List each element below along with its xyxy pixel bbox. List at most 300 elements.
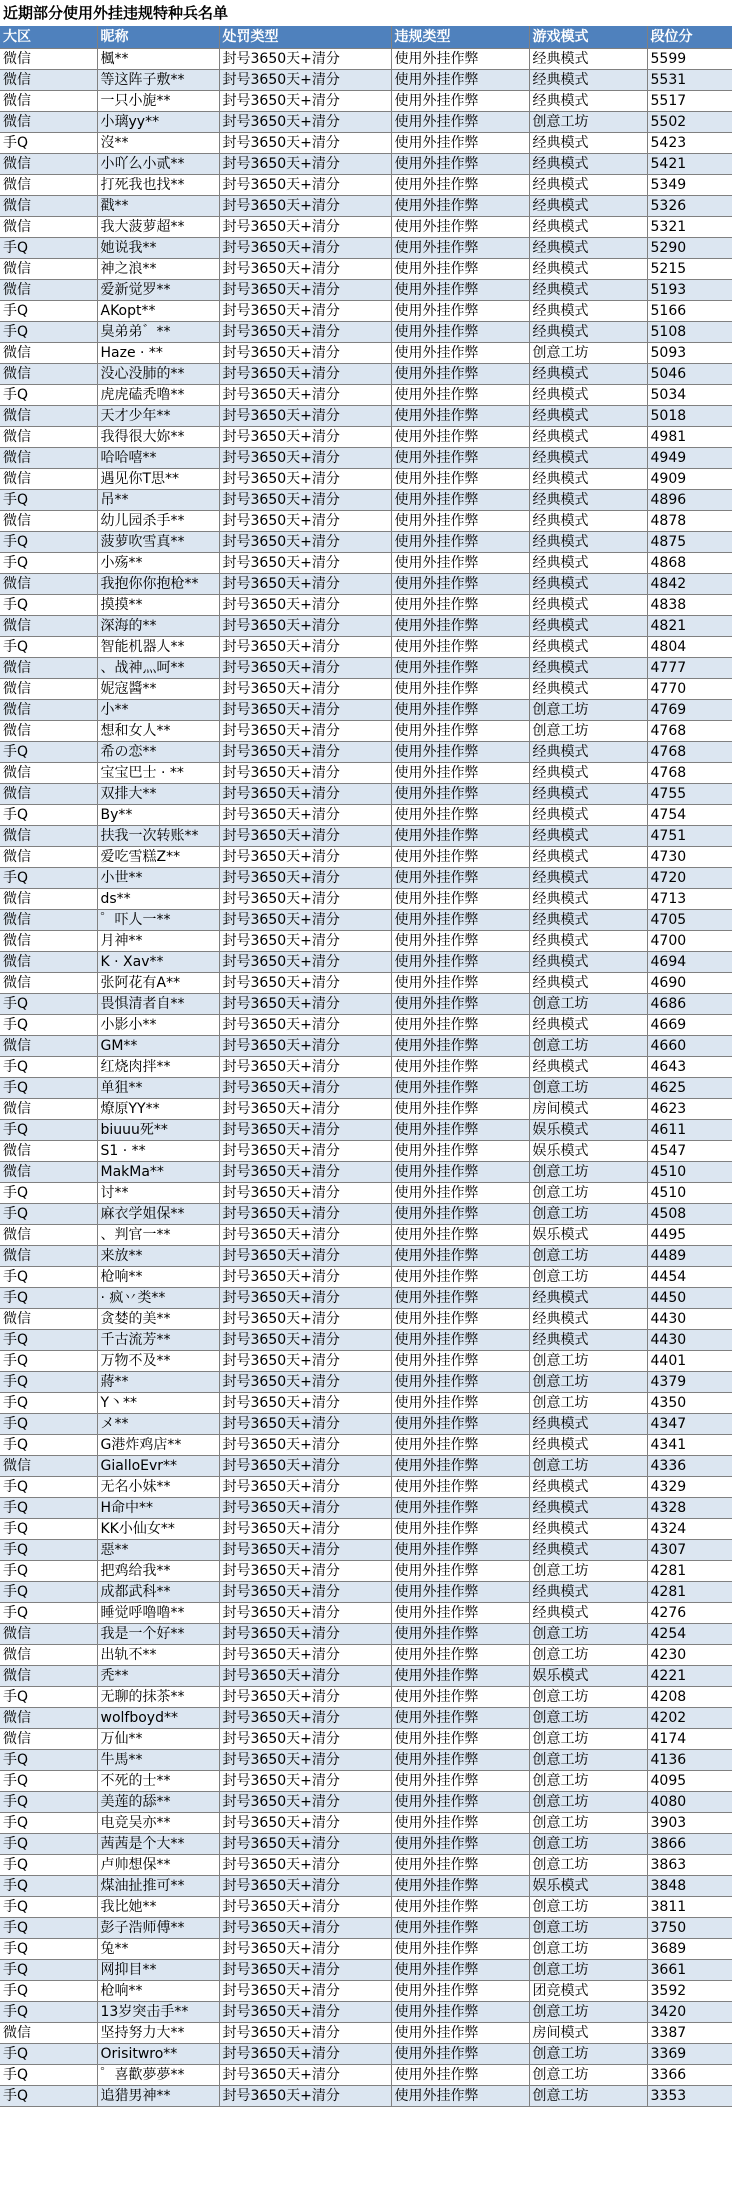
region-cell: 微信 [0,1140,97,1161]
table-row [0,1161,732,1182]
region-cell: 手Q [0,1770,97,1791]
penalty-type-cell: 封号3650天+清分 [219,1497,391,1518]
nickname-cell: 小** [97,699,219,720]
rank-score-cell: 4307 [647,1539,732,1560]
table-row [0,993,732,1014]
violation-type-cell: 使用外挂作弊 [391,678,529,699]
penalty-type-cell: 封号3650天+清分 [219,1854,391,1875]
violation-type-cell: 使用外挂作弊 [391,1980,529,2001]
nickname-cell: 成都武科** [97,1581,219,1602]
violation-type-cell: 使用外挂作弊 [391,1392,529,1413]
nickname-cell: Y丶** [97,1392,219,1413]
nickname-cell: 楓** [97,48,219,69]
game-mode-cell: 创意工坊 [529,1161,647,1182]
penalty-type-cell: 封号3650天+清分 [219,615,391,636]
penalty-type-cell: 封号3650天+清分 [219,2022,391,2043]
game-mode-cell: 创意工坊 [529,699,647,720]
game-mode-cell: 经典模式 [529,594,647,615]
rank-score-cell: 4202 [647,1707,732,1728]
penalty-type-cell: 封号3650天+清分 [219,384,391,405]
rank-score-cell: 4686 [647,993,732,1014]
game-mode-cell: 经典模式 [529,1602,647,1623]
violation-type-cell: 使用外挂作弊 [391,1749,529,1770]
region-cell: 手Q [0,1854,97,1875]
rank-score-cell: 4336 [647,1455,732,1476]
penalty-type-cell: 封号3650天+清分 [219,573,391,594]
table-row [0,48,732,69]
rank-score-cell: 4705 [647,909,732,930]
nickname-cell: MakMa** [97,1161,219,1182]
region-cell: 手Q [0,1497,97,1518]
region-cell: 微信 [0,1644,97,1665]
violation-type-cell: 使用外挂作弊 [391,699,529,720]
game-mode-cell: 经典模式 [529,489,647,510]
violation-type-cell: 使用外挂作弊 [391,846,529,867]
violation-type-cell: 使用外挂作弊 [391,195,529,216]
rank-score-cell: 4713 [647,888,732,909]
game-mode-cell: 创意工坊 [529,2043,647,2064]
rank-score-cell: 4221 [647,1665,732,1686]
violation-type-cell: 使用外挂作弊 [391,426,529,447]
violation-type-cell: 使用外挂作弊 [391,153,529,174]
nickname-cell: 沒** [97,132,219,153]
region-cell: 微信 [0,111,97,132]
rank-score-cell: 4720 [647,867,732,888]
region-cell: 手Q [0,1581,97,1602]
table-row [0,468,732,489]
table-row [0,447,732,468]
table-row [0,1077,732,1098]
nickname-cell: 深海的** [97,615,219,636]
penalty-type-cell: 封号3650天+清分 [219,1035,391,1056]
game-mode-cell: 经典模式 [529,174,647,195]
table-body [0,48,732,2106]
rank-score-cell: 5034 [647,384,732,405]
penalty-type-cell: 封号3650天+清分 [219,741,391,762]
table-row [0,1938,732,1959]
region-cell: 手Q [0,1182,97,1203]
nickname-cell: 畏惧清者自** [97,993,219,1014]
violation-type-cell: 使用外挂作弊 [391,888,529,909]
game-mode-cell: 创意工坊 [529,1623,647,1644]
rank-score-cell: 5046 [647,363,732,384]
table-row [0,1665,732,1686]
table-row [0,1434,732,1455]
region-cell: 微信 [0,48,97,69]
table-row [0,1119,732,1140]
region-cell: 手Q [0,384,97,405]
violation-type-cell: 使用外挂作弊 [391,552,529,573]
nickname-cell: 她说我** [97,237,219,258]
table-row [0,972,732,993]
penalty-type-cell: 封号3650天+清分 [219,1728,391,1749]
table-row [0,2022,732,2043]
violation-type-cell: 使用外挂作弊 [391,1497,529,1518]
nickname-cell: 来放** [97,1245,219,1266]
penalty-type-cell: 封号3650天+清分 [219,1938,391,1959]
region-cell: 微信 [0,678,97,699]
table-row [0,1455,732,1476]
header-nickname: 昵称 [97,26,219,48]
penalty-type-cell: 封号3650天+清分 [219,405,391,426]
nickname-cell: 牛馬** [97,1749,219,1770]
penalty-type-cell: 封号3650天+清分 [219,1413,391,1434]
region-cell: 手Q [0,1371,97,1392]
penalty-type-cell: 封号3650天+清分 [219,720,391,741]
rank-score-cell: 4208 [647,1686,732,1707]
penalty-type-cell: 封号3650天+清分 [219,1203,391,1224]
table-row [0,1980,732,2001]
penalty-type-cell: 封号3650天+清分 [219,1686,391,1707]
table-row [0,1245,732,1266]
region-cell: 手Q [0,2085,97,2106]
rank-score-cell: 5321 [647,216,732,237]
violation-type-cell: 使用外挂作弊 [391,1476,529,1497]
penalty-type-cell: 封号3650天+清分 [219,1308,391,1329]
penalty-type-cell: 封号3650天+清分 [219,1266,391,1287]
penalty-type-cell: 封号3650天+清分 [219,2064,391,2085]
nickname-cell: K · Xav** [97,951,219,972]
region-cell: 手Q [0,1077,97,1098]
violation-type-cell: 使用外挂作弊 [391,447,529,468]
region-cell: 微信 [0,720,97,741]
penalty-type-cell: 封号3650天+清分 [219,762,391,783]
header-region: 大区 [0,26,97,48]
nickname-cell: 天才少年** [97,405,219,426]
penalty-type-cell: 封号3650天+清分 [219,216,391,237]
game-mode-cell: 创意工坊 [529,1392,647,1413]
penalty-type-cell: 封号3650天+清分 [219,594,391,615]
table-row [0,1854,732,1875]
penalty-type-cell: 封号3650天+清分 [219,363,391,384]
rank-score-cell: 4430 [647,1329,732,1350]
nickname-cell: 智能机器人** [97,636,219,657]
nickname-cell: 我大菠萝超** [97,216,219,237]
rank-score-cell: 3369 [647,2043,732,2064]
rank-score-cell: 4495 [647,1224,732,1245]
penalty-type-cell: 封号3650天+清分 [219,531,391,552]
region-cell: 手Q [0,300,97,321]
table-row [0,930,732,951]
rank-score-cell: 5108 [647,321,732,342]
table-row [0,594,732,615]
nickname-cell: 打死我也找** [97,174,219,195]
table-row [0,846,732,867]
game-mode-cell: 经典模式 [529,405,647,426]
game-mode-cell: 创意工坊 [529,1770,647,1791]
nickname-cell: 坚持努力大** [97,2022,219,2043]
penalty-type-cell: 封号3650天+清分 [219,1077,391,1098]
region-cell: 手Q [0,1476,97,1497]
game-mode-cell: 娱乐模式 [529,1140,647,1161]
game-mode-cell: 创意工坊 [529,2001,647,2022]
table-row [0,174,732,195]
nickname-cell: 单狙** [97,1077,219,1098]
game-mode-cell: 房间模式 [529,2022,647,2043]
table-row [0,1560,732,1581]
nickname-cell: 小璃yy** [97,111,219,132]
rank-score-cell: 4379 [647,1371,732,1392]
game-mode-cell: 经典模式 [529,1434,647,1455]
game-mode-cell: 创意工坊 [529,1182,647,1203]
table-row [0,1728,732,1749]
nickname-cell: 卢帅想保** [97,1854,219,1875]
rank-score-cell: 3420 [647,2001,732,2022]
rank-score-cell: 5349 [647,174,732,195]
nickname-cell: 无聊的抹茶** [97,1686,219,1707]
rank-score-cell: 4347 [647,1413,732,1434]
game-mode-cell: 经典模式 [529,1539,647,1560]
violation-type-cell: 使用外挂作弊 [391,1287,529,1308]
rank-score-cell: 4981 [647,426,732,447]
nickname-cell: 张阿花有A** [97,972,219,993]
region-cell: 微信 [0,783,97,804]
nickname-cell: 万仙** [97,1728,219,1749]
game-mode-cell: 创意工坊 [529,1896,647,1917]
nickname-cell: wolfboyd** [97,1707,219,1728]
region-cell: 微信 [0,951,97,972]
game-mode-cell: 创意工坊 [529,2064,647,2085]
game-mode-cell: 经典模式 [529,552,647,573]
violation-type-cell: 使用外挂作弊 [391,2085,529,2106]
violation-type-cell: 使用外挂作弊 [391,1602,529,1623]
rank-score-cell: 4281 [647,1560,732,1581]
penalty-type-cell: 封号3650天+清分 [219,1161,391,1182]
game-mode-cell: 经典模式 [529,195,647,216]
nickname-cell: 枪响** [97,1266,219,1287]
penalty-type-cell: 封号3650天+清分 [219,174,391,195]
table-row [0,1413,732,1434]
table-row [0,90,732,111]
rank-score-cell: 4489 [647,1245,732,1266]
penalty-type-cell: 封号3650天+清分 [219,2001,391,2022]
penalty-type-cell: 封号3650天+清分 [219,552,391,573]
nickname-cell: 小吖么小贰** [97,153,219,174]
nickname-cell: 神之浪** [97,258,219,279]
penalty-type-cell: 封号3650天+清分 [219,1287,391,1308]
table-row [0,1476,732,1497]
region-cell: 手Q [0,1791,97,1812]
penalty-type-cell: 封号3650天+清分 [219,1371,391,1392]
violation-type-cell: 使用外挂作弊 [391,1770,529,1791]
table-row [0,573,732,594]
nickname-cell: ゜喜歡夢夢** [97,2064,219,2085]
violation-type-cell: 使用外挂作弊 [391,1518,529,1539]
rank-score-cell: 4328 [647,1497,732,1518]
violation-type-cell: 使用外挂作弊 [391,405,529,426]
region-cell: 手Q [0,804,97,825]
region-cell: 手Q [0,2043,97,2064]
game-mode-cell: 创意工坊 [529,1833,647,1854]
region-cell: 微信 [0,1308,97,1329]
violation-type-cell: 使用外挂作弊 [391,1854,529,1875]
rank-score-cell: 4510 [647,1182,732,1203]
region-cell: 微信 [0,846,97,867]
region-cell: 手Q [0,1434,97,1455]
rank-score-cell: 4770 [647,678,732,699]
table-row [0,1686,732,1707]
violation-type-cell: 使用外挂作弊 [391,468,529,489]
rank-score-cell: 5423 [647,132,732,153]
penalty-type-cell: 封号3650天+清分 [219,1119,391,1140]
game-mode-cell: 创意工坊 [529,1644,647,1665]
penalty-type-cell: 封号3650天+清分 [219,1245,391,1266]
nickname-cell: Haze · ** [97,342,219,363]
penalty-type-cell: 封号3650天+清分 [219,1140,391,1161]
nickname-cell: 蔣** [97,1371,219,1392]
violation-type-cell: 使用外挂作弊 [391,993,529,1014]
violation-type-cell: 使用外挂作弊 [391,321,529,342]
violation-type-cell: 使用外挂作弊 [391,69,529,90]
violation-type-cell: 使用外挂作弊 [391,1791,529,1812]
table-row [0,1518,732,1539]
rank-score-cell: 5326 [647,195,732,216]
rank-score-cell: 4454 [647,1266,732,1287]
nickname-cell: 不死的士** [97,1770,219,1791]
nickname-cell: G港炸鸡店** [97,1434,219,1455]
game-mode-cell: 经典模式 [529,741,647,762]
penalty-type-cell: 封号3650天+清分 [219,1791,391,1812]
region-cell: 手Q [0,321,97,342]
region-cell: 手Q [0,1413,97,1434]
penalty-type-cell: 封号3650天+清分 [219,1812,391,1833]
nickname-cell: 惡** [97,1539,219,1560]
table-row [0,909,732,930]
violation-type-cell: 使用外挂作弊 [391,657,529,678]
region-cell: 微信 [0,930,97,951]
region-cell: 手Q [0,2064,97,2085]
violation-type-cell: 使用外挂作弊 [391,1119,529,1140]
nickname-cell: 爱新觉罗** [97,279,219,300]
violation-type-cell: 使用外挂作弊 [391,741,529,762]
game-mode-cell: 经典模式 [529,657,647,678]
penalty-type-cell: 封号3650天+清分 [219,132,391,153]
rank-score-cell: 4669 [647,1014,732,1035]
rank-score-cell: 4324 [647,1518,732,1539]
table-row [0,1896,732,1917]
rank-score-cell: 3903 [647,1812,732,1833]
table-row [0,2064,732,2085]
game-mode-cell: 经典模式 [529,132,647,153]
penalty-type-cell: 封号3650天+清分 [219,1224,391,1245]
game-mode-cell: 经典模式 [529,867,647,888]
rank-score-cell: 3811 [647,1896,732,1917]
region-cell: 微信 [0,153,97,174]
table-row [0,132,732,153]
table-row [0,1497,732,1518]
rank-score-cell: 4625 [647,1077,732,1098]
table-row [0,552,732,573]
game-mode-cell: 创意工坊 [529,1917,647,1938]
game-mode-cell: 经典模式 [529,69,647,90]
penalty-type-cell: 封号3650天+清分 [219,1980,391,2001]
table-row [0,1224,732,1245]
rank-score-cell: 5018 [647,405,732,426]
nickname-cell: 秃** [97,1665,219,1686]
rank-score-cell: 5093 [647,342,732,363]
game-mode-cell: 创意工坊 [529,1749,647,1770]
game-mode-cell: 经典模式 [529,447,647,468]
penalty-type-cell: 封号3650天+清分 [219,237,391,258]
violation-type-cell: 使用外挂作弊 [391,1812,529,1833]
region-cell: 微信 [0,195,97,216]
game-mode-cell: 娱乐模式 [529,1119,647,1140]
game-mode-cell: 创意工坊 [529,1266,647,1287]
violation-type-cell: 使用外挂作弊 [391,1350,529,1371]
region-cell: 手Q [0,1686,97,1707]
nickname-cell: 、战神灬呵** [97,657,219,678]
table-row [0,258,732,279]
violation-type-cell: 使用外挂作弊 [391,762,529,783]
game-mode-cell: 经典模式 [529,1476,647,1497]
rank-score-cell: 4623 [647,1098,732,1119]
region-cell: 手Q [0,237,97,258]
table-row [0,1014,732,1035]
table-row [0,2085,732,2106]
violation-type-cell: 使用外挂作弊 [391,1665,529,1686]
nickname-cell: 电竞吴亦** [97,1812,219,1833]
penalty-type-cell: 封号3650天+清分 [219,468,391,489]
table-row [0,1140,732,1161]
table-row [0,1350,732,1371]
violation-type-cell: 使用外挂作弊 [391,1161,529,1182]
game-mode-cell: 经典模式 [529,1329,647,1350]
rank-score-cell: 4329 [647,1476,732,1497]
game-mode-cell: 创意工坊 [529,1560,647,1581]
region-cell: 微信 [0,279,97,300]
table-row [0,1056,732,1077]
game-mode-cell: 创意工坊 [529,1728,647,1749]
rank-score-cell: 4401 [647,1350,732,1371]
table-row [0,1098,732,1119]
nickname-cell: · 疯丷类** [97,1287,219,1308]
violation-type-cell: 使用外挂作弊 [391,1056,529,1077]
nickname-cell: 千古流芳** [97,1329,219,1350]
rank-score-cell: 4875 [647,531,732,552]
penalty-type-cell: 封号3650天+清分 [219,1875,391,1896]
game-mode-cell: 创意工坊 [529,1245,647,1266]
region-cell: 手Q [0,594,97,615]
game-mode-cell: 娱乐模式 [529,1875,647,1896]
table-row [0,762,732,783]
region-cell: 手Q [0,1560,97,1581]
game-mode-cell: 创意工坊 [529,1686,647,1707]
region-cell: 微信 [0,762,97,783]
rank-score-cell: 4694 [647,951,732,972]
rank-score-cell: 5215 [647,258,732,279]
nickname-cell: メ** [97,1413,219,1434]
rank-score-cell: 3689 [647,1938,732,1959]
table-row [0,489,732,510]
table-row [0,783,732,804]
region-cell: 微信 [0,174,97,195]
violation-type-cell: 使用外挂作弊 [391,1707,529,1728]
table-row [0,426,732,447]
table-row [0,1833,732,1854]
region-cell: 微信 [0,657,97,678]
nickname-cell: 网抑目** [97,1959,219,1980]
penalty-type-cell: 封号3650天+清分 [219,993,391,1014]
table-row [0,405,732,426]
table-row [0,657,732,678]
game-mode-cell: 经典模式 [529,48,647,69]
penalty-type-cell: 封号3650天+清分 [219,1182,391,1203]
nickname-cell: 想和女人** [97,720,219,741]
penalty-type-cell: 封号3650天+清分 [219,69,391,90]
table-row [0,1308,732,1329]
table-row [0,279,732,300]
game-mode-cell: 创意工坊 [529,720,647,741]
